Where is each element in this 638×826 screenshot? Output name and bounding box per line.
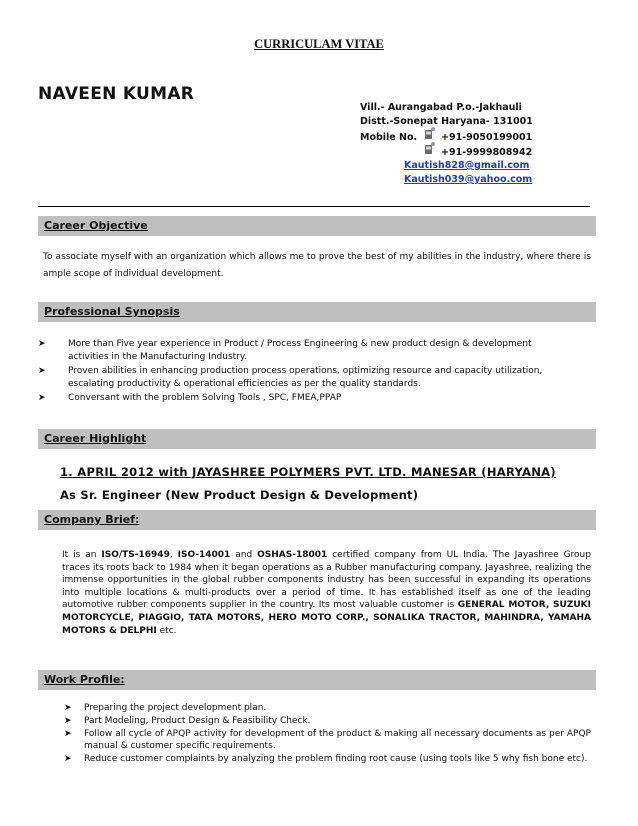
arrow-bullet-icon: ➤ bbox=[38, 366, 46, 376]
career-highlight-header bbox=[38, 429, 596, 449]
list-item: ➤ Follow all cycle of APQP activity for development of the product & making all necessary documents as per APQP manual & customer specific requirements. bbox=[64, 729, 591, 751]
list-item: ➤ Preparing the project development plan. bbox=[64, 703, 267, 713]
arrow-bullet-icon: ➤ bbox=[64, 754, 72, 764]
career-objective-heading: Career Objective bbox=[44, 219, 148, 232]
work-profile-header bbox=[38, 670, 596, 690]
email-2-link[interactable]: Kautish039@yahoo.com bbox=[404, 174, 533, 185]
document-title: CURRICULAM VITAE bbox=[254, 37, 384, 51]
career-objective-text: To associate myself with an organization which allows me to prove the best of my abilities in the industry, where there is ample scope of individual development. bbox=[43, 252, 591, 279]
company-brief-text: It is an ISO/TS-16949, ISO-14001 and OSHAS-18001 certified company from UL India. The Jayashree Group traces its roots back to 1984 when it began operations as a Rubber manufacturing company. Jayashree, realizing the immense opportunities in the global rubber components industry has been successful in expanding its operations into multiple locations & multi-products over a period of time. It has established itself as one of the leading automotive rubber components supplier in the country. Its most valuable customer is GENERAL MOTOR, SUZUKI MOTORCYCLE, PIAGGIO, TATA MOTORS, HERO MOTO CORP., SONALIKA TRACTOR, MAHINDRA, YAMAHA MOTORS & DELPHI etc. bbox=[62, 550, 591, 636]
career-objective-header bbox=[38, 216, 596, 236]
mobile-row bbox=[360, 131, 417, 145]
phone-2: +91-9999808942 bbox=[441, 147, 533, 158]
company-brief-heading: Company Brief: bbox=[44, 513, 140, 526]
list-item: ➤ Proven abilities in enhancing production process operations, optimizing resource and capacity utilization, escalating productivity & operational efficiencies as per the quality standards. bbox=[38, 366, 543, 389]
header-divider bbox=[38, 206, 590, 207]
career-highlight-heading: Career Highlight bbox=[44, 432, 147, 445]
arrow-bullet-icon: ➤ bbox=[64, 729, 72, 739]
phone-icon bbox=[422, 141, 436, 155]
professional-synopsis-heading: Professional Synopsis bbox=[44, 305, 180, 318]
list-item: ➤ Part Modeling, Product Design & Feasibility Check. bbox=[64, 716, 311, 726]
job-title: 1. APRIL 2012 with JAYASHREE POLYMERS PVT. LTD. MANESAR (HARYANA) bbox=[60, 465, 556, 479]
arrow-bullet-icon: ➤ bbox=[38, 339, 46, 349]
synopsis-list bbox=[38, 338, 568, 407]
arrow-bullet-icon: ➤ bbox=[64, 716, 72, 726]
mobile-label: Mobile No. bbox=[360, 132, 418, 143]
professional-synopsis-header bbox=[38, 302, 596, 322]
arrow-bullet-icon: ➤ bbox=[64, 703, 72, 713]
address-line-2: Distt.-Sonepat Haryana- 131001 bbox=[360, 116, 533, 127]
work-profile-heading: Work Profile: bbox=[44, 673, 125, 686]
work-profile-list bbox=[64, 702, 591, 766]
arrow-bullet-icon: ➤ bbox=[38, 393, 46, 403]
job-line bbox=[60, 465, 556, 479]
company-brief-header bbox=[38, 510, 596, 530]
list-item: ➤ Conversant with the problem Solving Tools , SPC, FMEA,PPAP bbox=[38, 393, 342, 403]
phone-icon bbox=[422, 126, 436, 140]
address-line-1: Vill.- Aurangabad P.o.-Jakhauli bbox=[360, 102, 522, 113]
list-item: ➤ Reduce customer complaints by analyzing the problem finding root cause (using tools like 5 why fish bone etc). bbox=[64, 754, 588, 764]
candidate-name: NAVEEN KUMAR bbox=[38, 84, 195, 104]
list-item: ➤ More than Five year experience in Product / Process Engineering & new product design & development activities in the Manufacturing Industry. bbox=[38, 339, 532, 362]
phone-1: +91-9050199001 bbox=[441, 132, 533, 143]
role-line: As Sr. Engineer (New Product Design & Development) bbox=[60, 488, 419, 502]
email-1-link[interactable]: Kautish828@gmail.com bbox=[404, 160, 530, 171]
